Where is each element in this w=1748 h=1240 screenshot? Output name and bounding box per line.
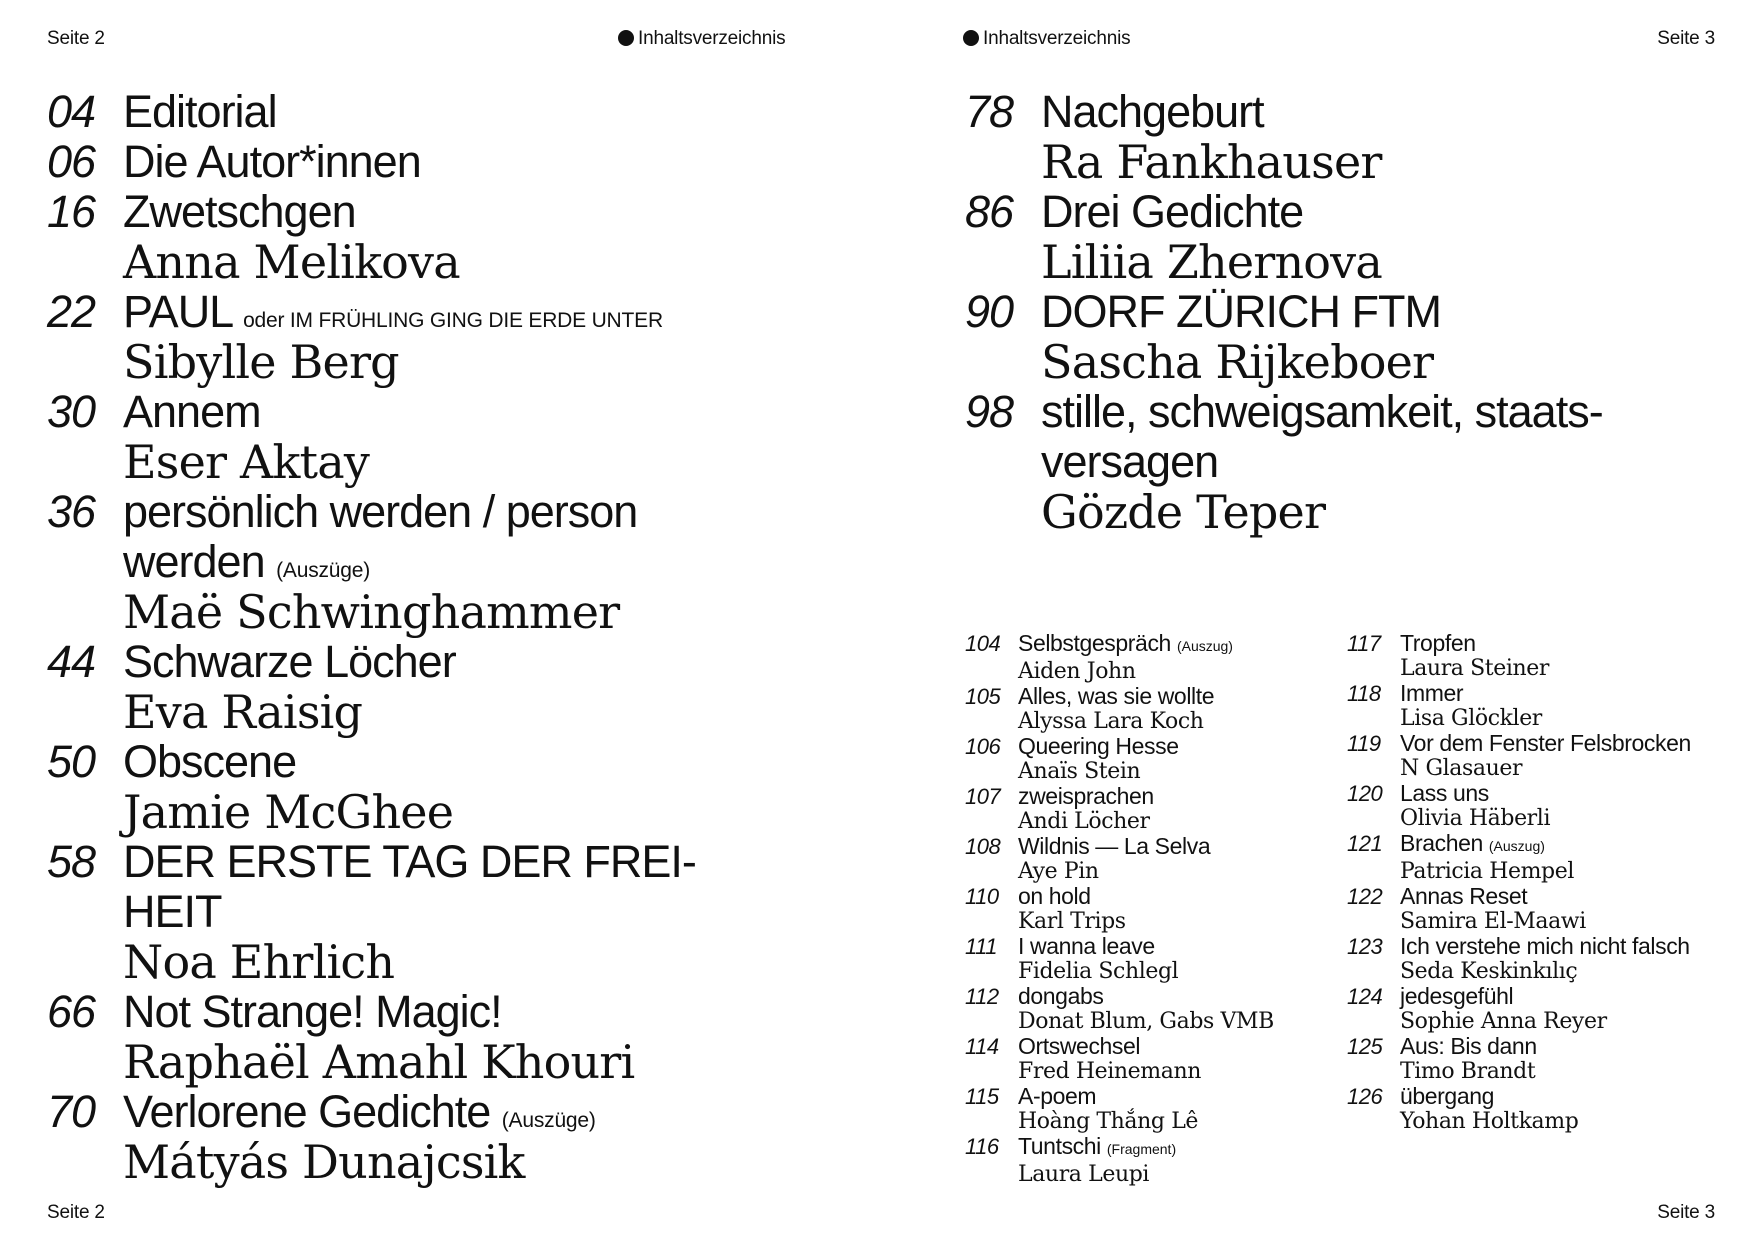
- list-title-line: [1400, 681, 1691, 706]
- toc-entry: [47, 287, 767, 387]
- toc-right-column: [965, 87, 1685, 537]
- list-title-text: jedesgefühl: [1400, 983, 1514, 1009]
- list-title-line: [1400, 1034, 1691, 1059]
- toc-author: Mátyás Dunajcsik: [123, 1135, 525, 1189]
- toc-title-text: Editorial: [123, 86, 277, 137]
- list-entry: [1347, 831, 1691, 884]
- toc-author: Noa Ehrlich: [123, 935, 395, 989]
- toc-page-number: 30: [47, 386, 96, 437]
- toc-title-text: PAUL: [123, 286, 232, 337]
- list-author: Laura Leupi: [1018, 1162, 1150, 1187]
- list-page-number: 119: [1347, 731, 1381, 756]
- list-title-line: [1400, 781, 1691, 806]
- list-entry: [1347, 1034, 1691, 1084]
- toc-title-line: [123, 187, 767, 237]
- toc-title-line: [123, 387, 767, 437]
- toc-title-line: [123, 1087, 767, 1137]
- list-page-number: 125: [1347, 1034, 1383, 1059]
- list-entry: [965, 784, 1274, 834]
- short-list-column-2: [1347, 631, 1691, 1134]
- left-section-label: [618, 28, 785, 50]
- toc-title-text: persönlich werden / person: [123, 486, 638, 537]
- toc-author: Gözde Teper: [1041, 485, 1326, 539]
- list-title-text: on hold: [1018, 883, 1091, 909]
- toc-title-text: Annem: [123, 386, 261, 437]
- list-author: Samira El-Maawi: [1400, 909, 1586, 934]
- list-title-line: [1018, 984, 1274, 1009]
- toc-author: Sibylle Berg: [123, 335, 399, 389]
- list-title-text: zweisprachen: [1018, 783, 1154, 809]
- toc-entry: [965, 87, 1685, 187]
- list-title-line: [1018, 1134, 1274, 1162]
- toc-page-number: 90: [965, 286, 1014, 337]
- list-page-number: 107: [965, 784, 1001, 809]
- right-footer-page-number: Seite 3: [1657, 1202, 1715, 1223]
- list-author: Timo Brandt: [1400, 1059, 1536, 1084]
- toc-title-line: [123, 87, 767, 137]
- list-entry: [1347, 934, 1691, 984]
- list-title-text: Queering Hesse: [1018, 733, 1179, 759]
- toc-page-number: 50: [47, 736, 96, 787]
- list-title-text: I wanna leave: [1018, 933, 1155, 959]
- list-title-line: [1400, 984, 1691, 1009]
- toc-entry: [47, 737, 767, 837]
- list-entry: [965, 1034, 1274, 1084]
- list-entry: [965, 884, 1274, 934]
- list-title-text: A-poem: [1018, 1083, 1097, 1109]
- list-title-text: Selbstgespräch: [1018, 630, 1171, 656]
- toc-author: Jamie McGhee: [123, 785, 454, 839]
- toc-title-text: Obscene: [123, 736, 297, 787]
- list-page-number: 118: [1347, 681, 1381, 706]
- toc-title-line: [123, 837, 767, 887]
- toc-left-column: [47, 87, 767, 1187]
- toc-entry: [47, 487, 767, 637]
- right-section-text: Inhaltsverzeichnis: [983, 28, 1131, 49]
- toc-title-line: [1041, 87, 1685, 137]
- list-page-number: 112: [965, 984, 999, 1009]
- toc-page-number: 22: [47, 286, 96, 337]
- toc-author: Eser Aktay: [123, 435, 370, 489]
- toc-title-text: Zwetschgen: [123, 186, 356, 237]
- list-author: Andi Löcher: [1018, 809, 1150, 834]
- toc-title-text: Drei Gedichte: [1041, 186, 1304, 237]
- list-page-number: 116: [965, 1134, 999, 1159]
- toc-title-line: [1041, 187, 1685, 237]
- list-page-number: 126: [1347, 1084, 1383, 1109]
- list-entry: [965, 1134, 1274, 1187]
- list-author: Sophie Anna Reyer: [1400, 1009, 1607, 1034]
- list-entry: [965, 1084, 1274, 1134]
- list-author: Lisa Glöckler: [1400, 706, 1542, 731]
- list-entry: [965, 631, 1274, 684]
- list-author: Laura Steiner: [1400, 656, 1549, 681]
- toc-title-text: versagen: [1041, 436, 1219, 487]
- list-title-line: [1018, 784, 1274, 809]
- toc-author: Sascha Rijkeboer: [1041, 335, 1434, 389]
- toc-entry: [47, 387, 767, 487]
- list-author: Patricia Hempel: [1400, 859, 1574, 884]
- list-author: Aye Pin: [1018, 859, 1099, 884]
- list-title-line: [1018, 884, 1274, 909]
- toc-title-text: DER ERSTE TAG DER FREI-: [123, 836, 696, 887]
- list-title-text: Aus: Bis dann: [1400, 1033, 1537, 1059]
- list-author: Olivia Häberli: [1400, 806, 1551, 831]
- toc-subtitle: (Auszüge): [501, 1109, 596, 1132]
- list-author: N Glasauer: [1400, 756, 1523, 781]
- toc-page-number: 04: [47, 86, 96, 137]
- toc-title-line: [1041, 387, 1685, 437]
- toc-page-number: 98: [965, 386, 1014, 437]
- list-entry: [1347, 1084, 1691, 1134]
- list-title-text: Tropfen: [1400, 630, 1476, 656]
- list-entry: [1347, 631, 1691, 681]
- toc-title-line: [1041, 287, 1685, 337]
- list-page-number: 106: [965, 734, 1001, 759]
- toc-author: Liliia Zhernova: [1041, 235, 1382, 289]
- toc-title-text: Die Autor*innen: [123, 136, 421, 187]
- toc-entry: [965, 287, 1685, 387]
- left-footer-page-number: Seite 2: [47, 1202, 105, 1223]
- list-title-line: [1400, 934, 1691, 959]
- toc-page-number: 78: [965, 86, 1014, 137]
- list-page-number: 111: [965, 934, 997, 959]
- toc-page-number: 58: [47, 836, 96, 887]
- list-author: Anaïs Stein: [1018, 759, 1141, 784]
- list-title-line: [1018, 734, 1274, 759]
- list-author: Aiden John: [1018, 659, 1136, 684]
- list-entry: [965, 734, 1274, 784]
- list-page-number: 114: [965, 1034, 999, 1059]
- list-entry: [1347, 781, 1691, 831]
- toc-title-text: HEIT: [123, 886, 222, 937]
- list-title-line: [1400, 631, 1691, 656]
- toc-entry: [47, 637, 767, 737]
- toc-page-number: 44: [47, 636, 96, 687]
- left-section-text: Inhaltsverzeichnis: [638, 28, 786, 49]
- toc-page-number: 86: [965, 186, 1014, 237]
- right-page-number: Seite 3: [1657, 28, 1715, 49]
- toc-title-text: Nachgeburt: [1041, 86, 1264, 137]
- right-section-label: [963, 28, 1130, 50]
- list-subtitle: (Auszug): [1176, 638, 1233, 654]
- list-page-number: 104: [965, 631, 1001, 656]
- toc-title-text: DORF ZÜRICH FTM: [1041, 286, 1441, 337]
- toc-author: Eva Raisig: [123, 685, 363, 739]
- toc-title-text: Verlorene Gedichte: [123, 1086, 491, 1137]
- list-title-text: Ich verstehe mich nicht falsch: [1400, 933, 1690, 959]
- list-title-text: Annas Reset: [1400, 883, 1528, 909]
- list-page-number: 120: [1347, 781, 1383, 806]
- list-entry: [1347, 984, 1691, 1034]
- list-title-text: Vor dem Fenster Felsbrocken: [1400, 730, 1691, 756]
- short-list-column-1: [965, 631, 1274, 1187]
- toc-page-number: 16: [47, 186, 96, 237]
- list-author: Fidelia Schlegl: [1018, 959, 1179, 984]
- toc-title-text: Schwarze Löcher: [123, 636, 456, 687]
- toc-page-number: 70: [47, 1086, 96, 1137]
- toc-author: Maë Schwinghammer: [123, 585, 620, 639]
- list-entry: [1347, 731, 1691, 781]
- list-entry: [965, 684, 1274, 734]
- list-entry: [965, 984, 1274, 1034]
- toc-subtitle: oder IM FRÜHLING GING DIE ERDE UNTER: [243, 309, 663, 332]
- toc-page-number: 06: [47, 136, 96, 187]
- list-title-text: Ortswechsel: [1018, 1033, 1141, 1059]
- list-author: Fred Heinemann: [1018, 1059, 1202, 1084]
- list-title-line: [1018, 934, 1274, 959]
- list-entry: [1347, 884, 1691, 934]
- list-title-text: übergang: [1400, 1083, 1494, 1109]
- list-page-number: 121: [1347, 831, 1383, 856]
- toc-title-text: werden: [123, 536, 265, 587]
- left-page-number: Seite 2: [47, 28, 105, 49]
- list-title-text: Immer: [1400, 680, 1464, 706]
- list-title-line: [1018, 1084, 1274, 1109]
- toc-entry: [47, 1087, 767, 1187]
- toc-entry: [965, 387, 1685, 537]
- list-title-line: [1018, 684, 1274, 709]
- list-title-line: [1018, 1034, 1274, 1059]
- list-page-number: 124: [1347, 984, 1383, 1009]
- list-title-text: Alles, was sie wollte: [1018, 683, 1215, 709]
- list-author: Alyssa Lara Koch: [1018, 709, 1204, 734]
- list-author: Karl Trips: [1018, 909, 1126, 934]
- toc-page-number: 36: [47, 486, 96, 537]
- toc-entry: [47, 837, 767, 987]
- list-title-line: [1400, 1084, 1691, 1109]
- toc-title-text: stille, schweigsamkeit, staats-: [1041, 386, 1603, 437]
- list-page-number: 117: [1347, 631, 1381, 656]
- toc-page-number: 66: [47, 986, 96, 1037]
- bullet-dot-icon: [618, 30, 634, 46]
- list-title-text: Tuntschi: [1018, 1133, 1101, 1159]
- toc-entry: [47, 187, 767, 287]
- list-author: Seda Keskinkılıç: [1400, 959, 1578, 984]
- list-title-text: dongabs: [1018, 983, 1104, 1009]
- list-page-number: 123: [1347, 934, 1383, 959]
- toc-title-line: [123, 137, 767, 187]
- toc-title-line: [123, 737, 767, 787]
- list-page-number: 115: [965, 1084, 999, 1109]
- list-entry: [965, 834, 1274, 884]
- bullet-dot-icon: [963, 30, 979, 46]
- list-title-line: [1018, 631, 1274, 659]
- toc-entry: [47, 87, 767, 137]
- toc-title-line: [123, 287, 767, 337]
- toc-entry: [47, 137, 767, 187]
- toc-title-line: [123, 887, 767, 937]
- toc-author: Raphaël Amahl Khouri: [123, 1035, 635, 1089]
- toc-title-line: [123, 637, 767, 687]
- toc-author: Anna Melikova: [123, 235, 460, 289]
- list-title-text: Brachen: [1400, 830, 1483, 856]
- toc-title-text: Not Strange! Magic!: [123, 986, 502, 1037]
- list-page-number: 105: [965, 684, 1001, 709]
- list-entry: [965, 934, 1274, 984]
- list-author: Hoàng Thắng Lê: [1018, 1109, 1199, 1134]
- toc-title-line: [123, 537, 767, 587]
- toc-entry: [47, 987, 767, 1087]
- toc-entry: [965, 187, 1685, 287]
- list-title-text: Wildnis — La Selva: [1018, 833, 1211, 859]
- list-author: Yohan Holtkamp: [1400, 1109, 1579, 1134]
- list-subtitle: (Auszug): [1488, 838, 1545, 854]
- list-entry: [1347, 681, 1691, 731]
- list-author: Donat Blum, Gabs VMB: [1018, 1009, 1274, 1034]
- list-title-line: [1400, 884, 1691, 909]
- list-page-number: 110: [965, 884, 999, 909]
- list-page-number: 108: [965, 834, 1001, 859]
- list-title-line: [1400, 731, 1691, 756]
- toc-title-line: [123, 987, 767, 1037]
- list-title-line: [1400, 831, 1691, 859]
- list-page-number: 122: [1347, 884, 1383, 909]
- list-title-line: [1018, 834, 1274, 859]
- list-subtitle: (Fragment): [1106, 1141, 1177, 1157]
- list-title-text: Lass uns: [1400, 780, 1489, 806]
- toc-subtitle: (Auszüge): [276, 559, 371, 582]
- toc-title-line: [1041, 437, 1685, 487]
- toc-author: Ra Fankhauser: [1041, 135, 1382, 189]
- toc-title-line: [123, 487, 767, 537]
